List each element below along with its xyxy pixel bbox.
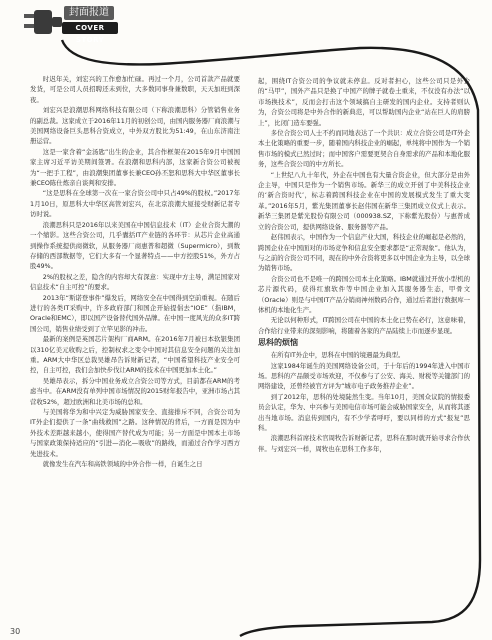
left-column — [30, 74, 240, 469]
paragraph: “这是思科在全球第一次在一家合资公司中只占49%的股权。”2017年1月10日，原思科大中华区高管刘宏兴，在北京浪潮大厦接受财新记者专访时说。 — [30, 189, 240, 219]
paragraph: 就像发生在汽车和高铁领域的中外合作一样，自诞生之日 — [42, 460, 203, 469]
paragraph: 浪潮思科首席技术官周牧告诉财新记者，思科在那时就开始寻求合作伙伴。与刘宏兴一样，周牧也在思科工作多年， — [258, 434, 470, 453]
section-label-en: COVER STORY — [62, 22, 118, 34]
section-heading: 思科的烦恼 — [258, 338, 298, 348]
paragraph: “上世纪八九十年代，外企在中国也有大量合资企业，但大部分是由外企主导，中国只是作为一个销售市场。新华三的成立开创了中美科技企业的‘新合资时代’，标志着跨国科技企业在中国的发展模式发生了重大变革。”2016年5月，紫光集团董事长赵伟国在新华三集团成立仪式上表示。新华三集团是紫光股份有限公司（000938.SZ，下称紫光股份）与惠普成立的合资公司，提供网络设备、服务器等产品。 — [258, 170, 470, 231]
paragraph: 这家1984年诞生的美国网络设备公司，于十年后的1994年进入中国市场。思科的产品颇受市场欢迎，不仅参与了公安、海关、财税等关键部门的网络建设，还曾经被官方评为“城市电子政务推荐企业”。 — [258, 361, 470, 391]
page-number: 30 — [10, 627, 21, 636]
plug-icon — [22, 8, 64, 38]
paragraph: 在所有IT外企中，思科在中国的境遇最为典型。 — [270, 351, 405, 360]
paragraph: 赵伟国表示，中国作为一个信息产业大国，科技企业的崛起是必然的，跨国企业在中国面对的市场竞争和信息安全要求都是“正常现象”。他认为，与之前的合资公司不同，现在的中外合资将更多以中国企业为主导，以全球为销售市场。 — [258, 233, 470, 273]
right-column — [258, 76, 470, 454]
paragraph: 2013年“斯诺登事件”爆发后，网络安全在中国得到空前重视。在随后进行的各类IT采购中，许多政府部门和国企开始提倡去“IOE”（指IBM，Oracle和EMC），即以国产设备替代国外品牌。在中国一度风光的众多IT跨国公司，销售业绩受到了立竿见影的冲击。 — [30, 293, 240, 333]
paragraph: 到了2012年，思科的处境陡然生变。当年10月，美国众议院的情报委员会认定，华为、中兴参与美国电信市场可能会威胁国家安全，从而将其逐出当地市场。消息传到国内，有不少学者呼吁，要以同样的方式“报复”思科。 — [258, 392, 470, 432]
paragraph: 起，围绕IT合资公司的争议就未停息。反对者担心，这些公司只是外企的“马甲”，国外产品只是换了中国产的牌子就卷土重来，不仅没有办法“以市场换技术”，反而会打击这个领域搞自主研发的国内企业。支持者则认为，合资公司将是中外合作的新典范，可以帮助国内企业“站在巨人的肩膀上”，比闭门造车要强。 — [258, 77, 470, 127]
paragraph: 刘宏兴是浪潮思科网络科技有限公司（下称浪潮思科）分管销售业务的副总裁。这家成立于2016年11月的初创公司，由国内服务器厂商浪潮与美国网络设备巨头思科合资成立，中外双方股比为51:49，在山东济南注册运营。 — [30, 106, 240, 146]
paragraph: 时迟年关，刘宏兴的工作愈加忙碌。再过一个月，公司首款产品就要发货，可是公司人员招聘还未到位，大多数同事身兼数职，天天加班到深夜。 — [30, 75, 240, 104]
paragraph: 吴雄昂表示，拆分中国业务成立合资公司等方式，目前都在ARM的考虑当中。在ARM没有单列中国市场情况的2015财年报告中，亚洲市场占其营收52%，超过欧洲和北美市场的总和。 — [30, 376, 240, 406]
paragraph: 这是一家含着“金汤匙”出生的企业，其合作框架在2015年9月中国国家主席习近平访美期间签署。在浪潮和思科内部，这家新合资公司被视为“一把手工程”，由浪潮集团董事长兼CEO孙丕恕和思科大中华区董事长兼CEO陈仕炼亲自谈判和安排。 — [30, 147, 240, 188]
paragraph: 与美国将华为和中兴定为威胁国家安全、直接排斥不同，合资公司为IT外企们提供了一条“曲线救国”之路。这种情况的背后，一方面是因为中外技术差距越来越小，使得国产替代成为可能；另一方面是中国本土市场与国家政策保持适应的“引进—消化—吸收”的路线，而通过合作学习西方先进技术。 — [30, 408, 240, 458]
paragraph: 2%的股权之差，隐含的内容却大有深意：实现中方主导，满足国家对信息技术“自主可控”的要求。 — [30, 272, 240, 292]
cover-story-badge — [22, 2, 118, 42]
paragraph: 多位合资公司人士不约而同地表达了一个共识：成立合资公司是IT外企本土化策略的重要一步，随着国内科技企业的崛起，单纯将中国作为一个销售市场的模式已然过时；而中国客户需要更契合自身需求的产品和本地化服务，这些合资公司的中方所长。 — [258, 129, 470, 169]
paragraph: 合资公司也不是唯一的跨国公司本土化策略。IBM就通过开放小型机的芯片源代码，获得红旗软件等中国企业加入其服务器生态，甲骨文（Oracle）则是与中国IT产品分销商神州数码合作，通过后者进行数据库一体机的本地化生产。 — [258, 274, 470, 314]
section-label-zh: 封面报道 — [64, 6, 114, 20]
paragraph: 浪潮思科只是2016年以来美国在中国信息技术（IT）企业合资大潮的一个缩影。这些合资公司，几乎囊括IT产业链的各环节：从芯片企业高通到操作系统提供商微软，从服务器厂商惠普和超微（Supermicro），到数存储的西部数据等，它们大多有一个显著特点——中方控股51%，外方占股49%。 — [30, 220, 240, 271]
paragraph: 无论以何种形式，IT跨国公司在中国的本土化已势在必行，这意味着，合作给行业带来的深刻影响，将随着各家的产品陆续上市而逐步显现。 — [258, 316, 470, 335]
paragraph: 最新的案例是英国芯片架构厂商ARM。在2016年7月被日本软银集团以310亿美元收购之后，控制权求之变令中国对其信息安全问题的关注加重。ARM大中华区总裁吴雄昂告诉财新记者，“中国希望科技产业安全可控，自主可控，我们会加快步伐让ARM的技术在中国更加本土化。” — [30, 335, 240, 375]
